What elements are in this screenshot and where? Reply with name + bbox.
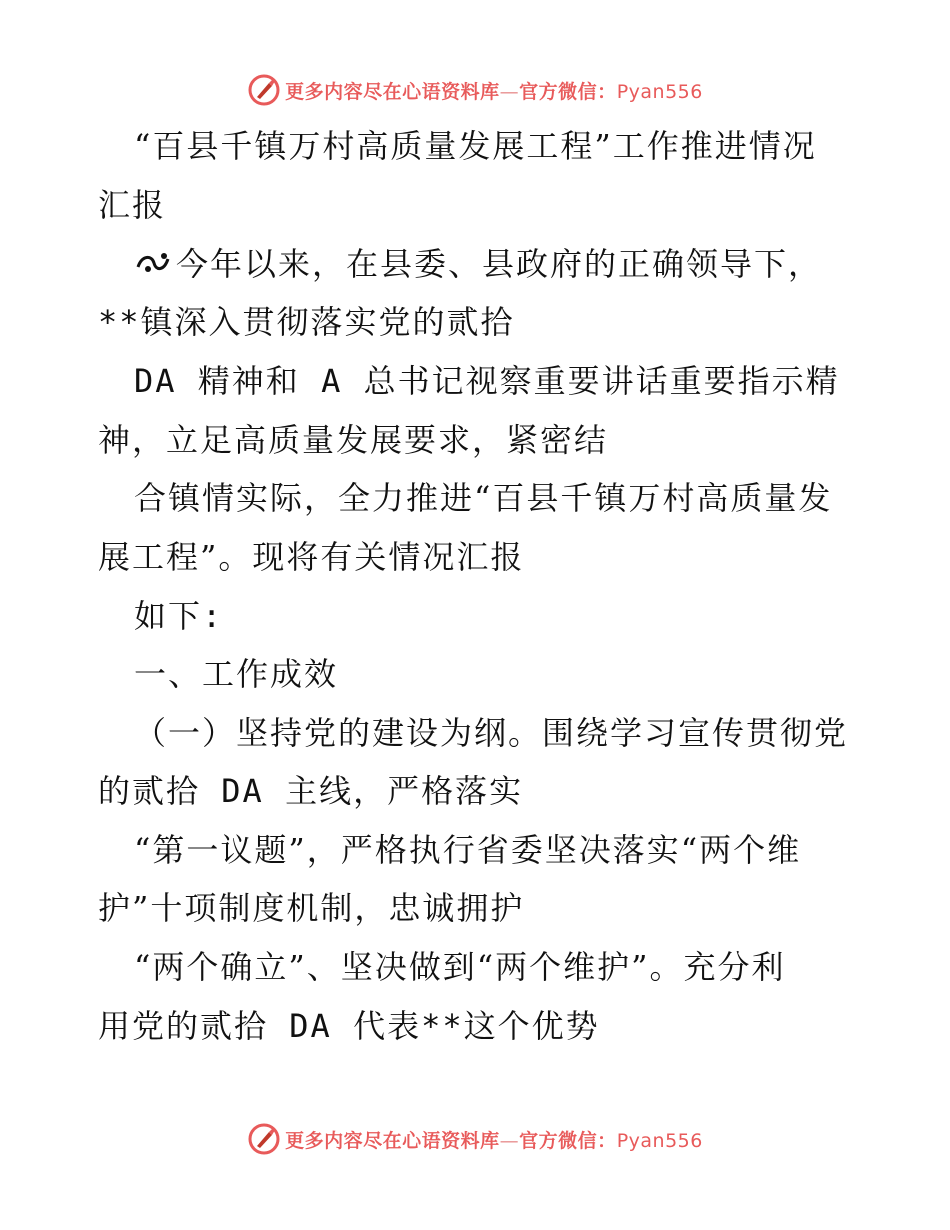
watermark-footer — [0, 1122, 950, 1156]
pen-nib-logo-icon — [247, 1122, 281, 1156]
paragraph-line: 如下: — [134, 597, 224, 635]
paragraph-line: 神，立足高质量发展要求，紧密结 — [98, 421, 609, 459]
pen-nib-logo-icon — [247, 73, 281, 107]
paragraph-line: **镇深入贯彻落实党的贰拾 — [98, 303, 515, 341]
paragraph-line: 展工程”。现将有关情况汇报 — [98, 538, 525, 576]
document-title-line-2: 汇报 — [98, 186, 167, 224]
ornament-icon — [134, 247, 174, 279]
paragraph-line: 用党的贰拾 DA 代表**这个优势 — [98, 1007, 600, 1045]
paragraph-line: 合镇情实际，全力推进“百县千镇万村高质量发 — [134, 479, 833, 517]
paragraph-line: “第一议题”，严格执行省委坚决落实“两个维 — [134, 831, 802, 869]
watermark-label: 官方微信： — [519, 1129, 617, 1152]
watermark-label: 官方微信： — [519, 80, 617, 103]
section-heading: 一、工作成效 — [134, 655, 339, 693]
paragraph-line: “两个确立”、坚决做到“两个维护”。充分利 — [134, 948, 786, 986]
paragraph-line: （一）坚持党的建设为纲。围绕学习宣传贯彻党 — [134, 714, 849, 752]
watermark-separator: — — [499, 1129, 520, 1152]
watermark-header — [0, 73, 950, 107]
watermark-id: Pyan556 — [616, 80, 703, 103]
paragraph-line: 的贰拾 DA 主线，严格落实 — [98, 772, 524, 810]
paragraph-line: 护”十项制度机制，忠诚拥护 — [98, 889, 525, 927]
paragraph-line — [134, 244, 822, 284]
watermark-text — [285, 1126, 703, 1153]
watermark-id: Pyan556 — [616, 1129, 703, 1152]
paragraph-line: DA 精神和 A 总书记视察重要讲话重要指示精 — [134, 362, 840, 400]
watermark-site-name: 更多内容尽在心语资料库 — [285, 1129, 500, 1152]
watermark-site-name: 更多内容尽在心语资料库 — [285, 80, 500, 103]
paragraph-text: 今年以来，在县委、县政府的正确领导下， — [176, 245, 823, 283]
document-title-line-1: “百县千镇万村高质量发展工程”工作推进情况 — [134, 127, 817, 165]
watermark-separator: — — [499, 80, 520, 103]
watermark-text — [285, 77, 703, 104]
